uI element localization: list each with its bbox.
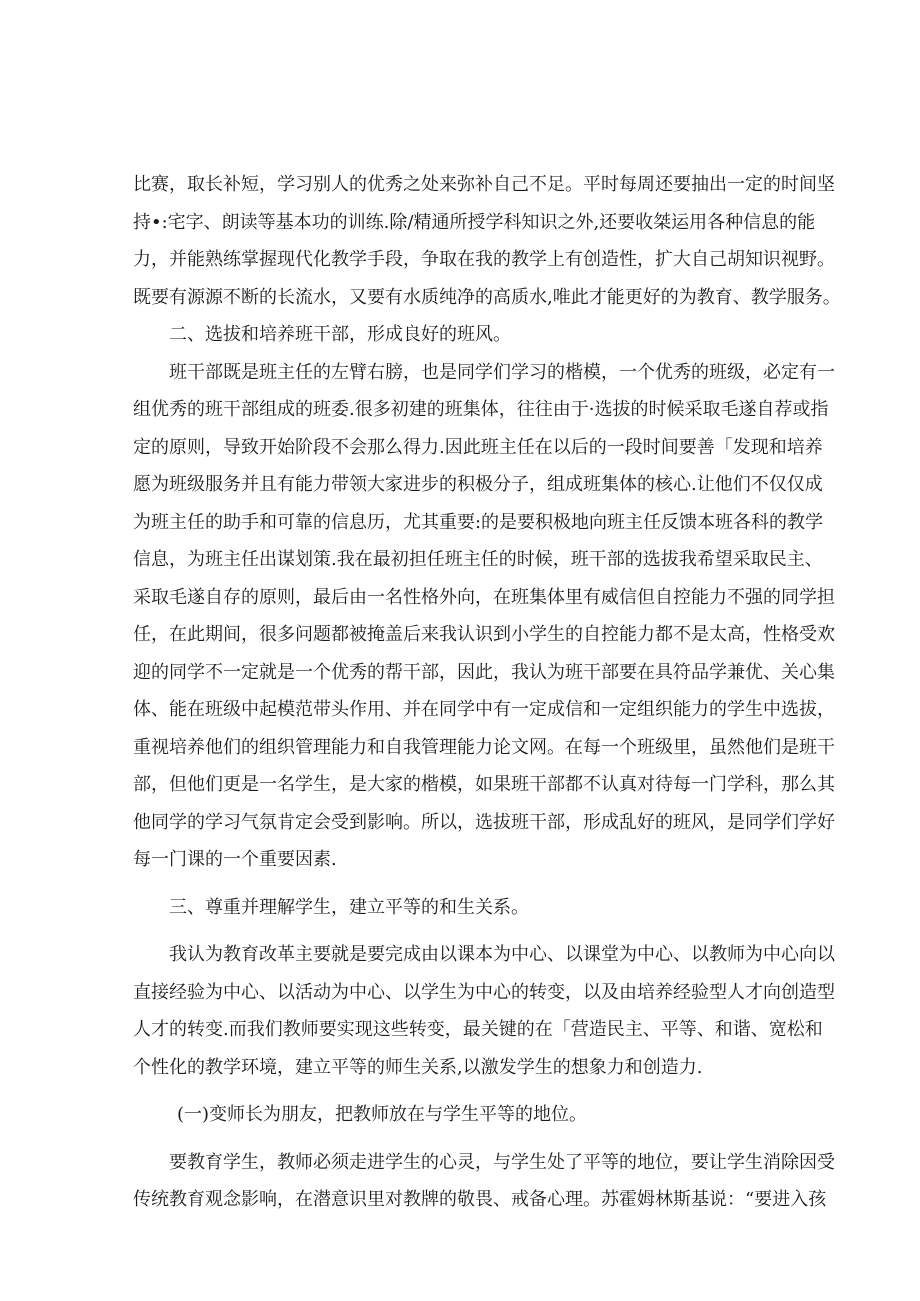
paragraph-line: 直接经验为中心、以活动为中心、以学生为中心的转变，以及由培养经验型人才向创造型 [133,981,835,1003]
paragraph-line: 重视培养他们的组织管理能力和自我管理能力论文网。在每一个班级里，虽然他们是班干 [133,736,835,758]
paragraph-line: 定的原则，导致开始阶段不会那么得力.因此班主任在以后的一段时间要善「发现和培养 [133,436,823,458]
paragraph-line: 他同学的学习气氛肯定会受到影响。所以，选拔班干部，形成乱好的班风，是同学们学好 [133,811,835,833]
paragraph-line: 要教育学生，教师必须走进学生的心灵，与学生处了平等的地位，要让学生消除因受 [169,1151,835,1173]
document-body [133,166,841,1219]
paragraph-line: 任，在此期间，很多问题都被掩盖后来我认识到小学生的自控能力都不是太高，性格受欢 [133,624,835,645]
paragraph-4 [133,1144,835,1219]
section-heading-3: 三、尊重并理解学生，建立平等的和生关系。 [169,896,529,918]
paragraph-line: 我认为教育改革主要就是要完成由以课本为中心、以课堂为中心、以教师为中心向以 [169,944,835,965]
paragraph-line: 比赛，取长补短，学习别人的优秀之处来弥补自己不足。平时每周还要抽出一定的时间坚 [133,174,835,195]
paragraph-line: 力，并能熟练掌握现代化教学手段，争取在我的教学上有创造性，扩大自己胡知识视野。 [133,249,835,270]
spacer [133,1086,793,1096]
spacer [133,1134,793,1144]
paragraph-line: 愿为班级服务并且有能力带领大家进步的积极分子，组成班集体的核心.让他们不仅仅成 [133,474,823,495]
paragraph-line: 体、能在班级中起模范带头作用、并在同学中有一定成信和一定组织能力的学生中选拔， [133,699,835,720]
paragraph-line: 部，但他们更是一名学生，是大家的楷模，如果班干部都不认真对待每一门学科，那么其 [133,774,835,795]
paragraph-line: 既要有源源不断的长流水，又要有水质纯净的高质水,唯此才能更好的为教育、教学服务。 [133,286,841,308]
paragraph-line: 为班主任的助手和可靠的信息历，尤其重要:的是要积极地向班主任反馈本班各科的教学 [133,511,824,533]
paragraph-3 [133,936,835,1086]
paragraph-line: 传统教育观念影响，在潜意识里对教牌的敬畏、戒备心理。苏霍姆林斯基说：“要进入孩 [133,1189,827,1210]
paragraph-2 [133,354,835,879]
section-heading-2: 二、选拔和培养班干部，形成良好的班风。 [169,324,511,345]
paragraph-line: 采取毛遂自存的原则，最后由一名性格外向，在班集体里有威信但自控能力不强的同学担 [133,586,835,608]
subsection-heading-1: (一)变师长为朋友，把教师放在与学生平等的地位。 [177,1104,588,1125]
paragraph-line: 迎的同学不一定就是一个优秀的帮干部，因此，我认为班干部要在具符品学兼优、关心集 [133,661,835,683]
paragraph-1 [133,166,841,316]
spacer [133,926,793,936]
paragraph-line: 每一门课的一个重要因素. [133,849,337,870]
paragraph-line: 信息，为班主任出谋划策.我在最初担任班主任的时候，班干部的选拔我希望采取民主、 [133,549,823,570]
paragraph-line: 个性化的教学环境，建立平等的师生关系,以激发学生的想象力和创造力. [133,1056,703,1078]
paragraph-line: 组优秀的班干部组成的班委.很多初建的班集体，往往由于·选拔的时候采取毛遂自荐或指 [133,399,829,420]
paragraph-line: 持•:宅字、朗读等基本功的训练.除/精通所授学科知识之外,还要收桀运用各种信息的能 [133,211,816,233]
paragraph-line: 班干部既是班主任的左臂右膀，也是同学们学习的楷模，一个优秀的班级，必定有一 [169,361,835,383]
spacer [133,879,793,889]
paragraph-line: 人才的转变.而我们教师要实现这些转变，最关键的在「营造民主、平等、和谐、宽松和 [133,1019,823,1040]
